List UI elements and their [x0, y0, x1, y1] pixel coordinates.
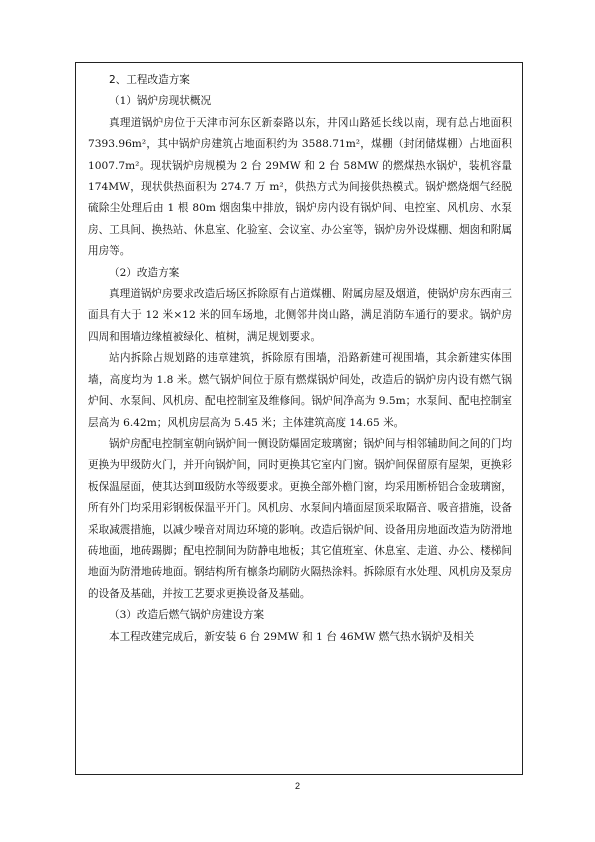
paragraph-status: 真理道锅炉房位于天津市河东区新泰路以东，井冈山路延长线以南，现有总占地面积 7393.96m²，其中锅炉房建筑占地面积约为 3588.71m²，煤棚（封闭储煤棚）占地面积 1007.7m²。现状锅炉房规模为 2 台 29MW 和 2 台 58MW 的燃煤热水锅炉，装机容量 174MW，现状供热面积为 274.7 万 m²，供热方式为间接供热模式。锅炉燃烧烟气经脱硫除尘处理后由 1 根 80m 烟囱集中排放，锅炉房内设有锅炉间、电控室、风机房、水泵房、工具间、换热站、休息室、化验室、会议室、办公室等，锅炉房外设煤棚、烟囱和附属用房等。 — [88, 116, 512, 258]
subsection-heading-2: （2）改造方案 — [109, 266, 180, 279]
paragraph-plan-2: 站内拆除占规划路的违章建筑，拆除原有围墙，沿路新建可视围墙，其余新建实体围墙，高度均为 1.8 米。燃气锅炉间位于原有燃煤锅炉间处，改造后的锅炉房内设有燃气锅炉间、水泵间、风机房、配电控制室及维修间。锅炉间净高为 9.5m；水泵间、配电控制室层高为 6.42m；风机房层高为 5.45 米；主体建筑高度 14.65 米。 — [88, 352, 512, 429]
page-number: 2 — [294, 781, 300, 791]
paragraph-plan-1: 真理道锅炉房要求改造后场区拆除原有占道煤棚、附属房屋及烟道，使锅炉房东西南三面具有大于 12 米×12 米的回车场地，北侧邻井岗山路，满足消防车通行的要求。锅炉房四周和围墙边缘植被绿化、植树，满足规划要求。 — [88, 288, 512, 343]
paragraph-plan-3: 锅炉房配电控制室朝向锅炉间一侧设防爆固定玻璃窗；锅炉间与相邻辅助间之间的门均更换为甲级防火门，并开向锅炉间，同时更换其它室内门窗。锅炉间保留原有屋架，更换彩板保温屋面，使其达到Ⅲ级防水等级要求。更换全部外檐门窗，均采用断桥铝合金玻璃窗，所有外门均采用彩钢板保温平开门。风机房、水泵间内墙面屋顶采取隔音、吸音措施，设备采取减震措施，以减少噪音对周边环境的影响。改造后锅炉间、设备用房地面改造为防滑地砖地面，地砖踢脚；配电控制间为防静电地板；其它值班室、休息室、走道、办公、楼梯间地面为防滑地砖地面。钢结构所有檩条均刷防火隔热涂料。拆除原有水处理、风机房及泵房的设备及基础，并按工艺要求更换设备及基础。 — [88, 437, 512, 600]
paragraph-construction: 本工程改建完成后，新安装 6 台 29MW 和 1 台 46MW 燃气热水锅炉及相关 — [109, 630, 475, 643]
section-heading: 2、工程改造方案 — [109, 74, 190, 86]
document-body — [88, 70, 512, 648]
subsection-heading-3: （3）改造后燃气锅炉房建设方案 — [109, 609, 265, 622]
subsection-heading-1: （1）锅炉房现状概况 — [109, 95, 212, 108]
